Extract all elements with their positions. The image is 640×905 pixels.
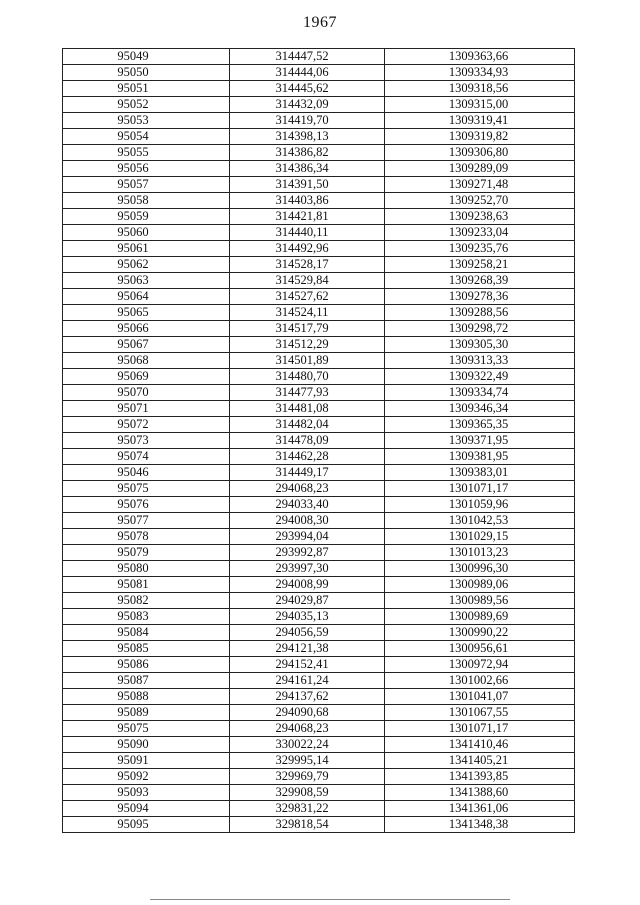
page-number: 1967: [303, 14, 337, 31]
y-coordinate-cell: 1301059,96: [385, 497, 575, 513]
y-coordinate-cell: 1309319,82: [385, 129, 575, 145]
y-coordinate-cell: 1300972,94: [385, 657, 575, 673]
table-row: [63, 145, 575, 161]
x-coordinate-cell: 314445,62: [230, 81, 385, 97]
y-coordinate-cell: 1309383,01: [385, 465, 575, 481]
point-number-cell: 95083: [63, 609, 230, 625]
point-number-cell: 95061: [63, 241, 230, 257]
coordinates-table: [62, 48, 575, 833]
point-number-cell: 95094: [63, 801, 230, 817]
point-number-cell: 95081: [63, 577, 230, 593]
y-coordinate-cell: 1300996,30: [385, 561, 575, 577]
y-coordinate-cell: 1301013,23: [385, 545, 575, 561]
y-coordinate-cell: 1309258,21: [385, 257, 575, 273]
y-coordinate-cell: 1309313,33: [385, 353, 575, 369]
y-coordinate-cell: 1309319,41: [385, 113, 575, 129]
x-coordinate-cell: 314386,34: [230, 161, 385, 177]
point-number-cell: 95076: [63, 497, 230, 513]
table-row: [63, 769, 575, 785]
table-row: [63, 577, 575, 593]
table-row: [63, 513, 575, 529]
point-number-cell: 95065: [63, 305, 230, 321]
table-row: [63, 721, 575, 737]
point-number-cell: 95077: [63, 513, 230, 529]
point-number-cell: 95053: [63, 113, 230, 129]
x-coordinate-cell: 329818,54: [230, 817, 385, 833]
point-number-cell: 95095: [63, 817, 230, 833]
table-row: [63, 353, 575, 369]
table-row: [63, 321, 575, 337]
point-number-cell: 95073: [63, 433, 230, 449]
point-number-cell: 95062: [63, 257, 230, 273]
x-coordinate-cell: 314444,06: [230, 65, 385, 81]
x-coordinate-cell: 293992,87: [230, 545, 385, 561]
x-coordinate-cell: 314482,04: [230, 417, 385, 433]
x-coordinate-cell: 314447,52: [230, 49, 385, 65]
point-number-cell: 95068: [63, 353, 230, 369]
table-row: [63, 369, 575, 385]
table-row: [63, 481, 575, 497]
point-number-cell: 95079: [63, 545, 230, 561]
table-row: [63, 657, 575, 673]
point-number-cell: 95067: [63, 337, 230, 353]
y-coordinate-cell: 1341410,46: [385, 737, 575, 753]
point-number-cell: 95054: [63, 129, 230, 145]
point-number-cell: 95055: [63, 145, 230, 161]
point-number-cell: 95046: [63, 465, 230, 481]
table-row: [63, 753, 575, 769]
x-coordinate-cell: 294121,38: [230, 641, 385, 657]
y-coordinate-cell: 1301029,15: [385, 529, 575, 545]
x-coordinate-cell: 314512,29: [230, 337, 385, 353]
y-coordinate-cell: 1309252,70: [385, 193, 575, 209]
y-coordinate-cell: 1301002,66: [385, 673, 575, 689]
y-coordinate-cell: 1309334,74: [385, 385, 575, 401]
y-coordinate-cell: 1309381,95: [385, 449, 575, 465]
y-coordinate-cell: 1309288,56: [385, 305, 575, 321]
point-number-cell: 95049: [63, 49, 230, 65]
y-coordinate-cell: 1301041,07: [385, 689, 575, 705]
table-row: [63, 545, 575, 561]
y-coordinate-cell: 1300989,56: [385, 593, 575, 609]
point-number-cell: 95050: [63, 65, 230, 81]
table-row: [63, 337, 575, 353]
point-number-cell: 95091: [63, 753, 230, 769]
y-coordinate-cell: 1309346,34: [385, 401, 575, 417]
x-coordinate-cell: 330022,24: [230, 737, 385, 753]
y-coordinate-cell: 1309268,39: [385, 273, 575, 289]
x-coordinate-cell: 314501,89: [230, 353, 385, 369]
y-coordinate-cell: 1309363,66: [385, 49, 575, 65]
y-coordinate-cell: 1341348,38: [385, 817, 575, 833]
y-coordinate-cell: 1300990,22: [385, 625, 575, 641]
y-coordinate-cell: 1301071,17: [385, 721, 575, 737]
x-coordinate-cell: 294161,24: [230, 673, 385, 689]
table-row: [63, 113, 575, 129]
point-number-cell: 95082: [63, 593, 230, 609]
y-coordinate-cell: 1309271,48: [385, 177, 575, 193]
y-coordinate-cell: 1300989,69: [385, 609, 575, 625]
x-coordinate-cell: 314478,09: [230, 433, 385, 449]
x-coordinate-cell: 329831,22: [230, 801, 385, 817]
x-coordinate-cell: 294033,40: [230, 497, 385, 513]
table-row: [63, 193, 575, 209]
y-coordinate-cell: 1341361,06: [385, 801, 575, 817]
x-coordinate-cell: 314517,79: [230, 321, 385, 337]
x-coordinate-cell: 314421,81: [230, 209, 385, 225]
x-coordinate-cell: 314480,70: [230, 369, 385, 385]
table-row: [63, 817, 575, 833]
x-coordinate-cell: 314419,70: [230, 113, 385, 129]
table-row: [63, 225, 575, 241]
x-coordinate-cell: 294008,30: [230, 513, 385, 529]
point-number-cell: 95057: [63, 177, 230, 193]
point-number-cell: 95059: [63, 209, 230, 225]
y-coordinate-cell: 1300956,61: [385, 641, 575, 657]
x-coordinate-cell: 314477,93: [230, 385, 385, 401]
point-number-cell: 95072: [63, 417, 230, 433]
table-row: [63, 49, 575, 65]
point-number-cell: 95074: [63, 449, 230, 465]
x-coordinate-cell: 314528,17: [230, 257, 385, 273]
table-row: [63, 433, 575, 449]
point-number-cell: 95088: [63, 689, 230, 705]
table-row: [63, 449, 575, 465]
y-coordinate-cell: 1300989,06: [385, 577, 575, 593]
point-number-cell: 95084: [63, 625, 230, 641]
table-row: [63, 689, 575, 705]
point-number-cell: 95086: [63, 657, 230, 673]
x-coordinate-cell: 294068,23: [230, 481, 385, 497]
y-coordinate-cell: 1309238,63: [385, 209, 575, 225]
point-number-cell: 95092: [63, 769, 230, 785]
x-coordinate-cell: 314386,82: [230, 145, 385, 161]
point-number-cell: 95078: [63, 529, 230, 545]
table-row: [63, 305, 575, 321]
table-row: [63, 641, 575, 657]
table-row: [63, 737, 575, 753]
x-coordinate-cell: 293997,30: [230, 561, 385, 577]
x-coordinate-cell: 314403,86: [230, 193, 385, 209]
point-number-cell: 95070: [63, 385, 230, 401]
x-coordinate-cell: 314449,17: [230, 465, 385, 481]
table-row: [63, 161, 575, 177]
x-coordinate-cell: 294056,59: [230, 625, 385, 641]
table-row: [63, 177, 575, 193]
x-coordinate-cell: 314529,84: [230, 273, 385, 289]
point-number-cell: 95058: [63, 193, 230, 209]
table-row: [63, 785, 575, 801]
y-coordinate-cell: 1309235,76: [385, 241, 575, 257]
y-coordinate-cell: 1309233,04: [385, 225, 575, 241]
x-coordinate-cell: 314492,96: [230, 241, 385, 257]
point-number-cell: 95075: [63, 721, 230, 737]
table-row: [63, 561, 575, 577]
table-row: [63, 209, 575, 225]
x-coordinate-cell: 329908,59: [230, 785, 385, 801]
table-row: [63, 401, 575, 417]
table-body: [63, 49, 575, 833]
table-row: [63, 257, 575, 273]
y-coordinate-cell: 1309318,56: [385, 81, 575, 97]
table-row: [63, 625, 575, 641]
table-row: [63, 673, 575, 689]
point-number-cell: 95089: [63, 705, 230, 721]
table-row: [63, 801, 575, 817]
table-row: [63, 65, 575, 81]
table-row: [63, 609, 575, 625]
table-row: [63, 417, 575, 433]
x-coordinate-cell: 294137,62: [230, 689, 385, 705]
y-coordinate-cell: 1301071,17: [385, 481, 575, 497]
table-row: [63, 129, 575, 145]
y-coordinate-cell: 1309289,09: [385, 161, 575, 177]
table-row: [63, 97, 575, 113]
table-row: [63, 529, 575, 545]
y-coordinate-cell: 1309334,93: [385, 65, 575, 81]
point-number-cell: 95093: [63, 785, 230, 801]
point-number-cell: 95075: [63, 481, 230, 497]
y-coordinate-cell: 1309322,49: [385, 369, 575, 385]
table-row: [63, 385, 575, 401]
y-coordinate-cell: 1309371,95: [385, 433, 575, 449]
x-coordinate-cell: 294029,87: [230, 593, 385, 609]
x-coordinate-cell: 294008,99: [230, 577, 385, 593]
table-row: [63, 465, 575, 481]
table-row: [63, 593, 575, 609]
x-coordinate-cell: 314398,13: [230, 129, 385, 145]
x-coordinate-cell: 314527,62: [230, 289, 385, 305]
x-coordinate-cell: 314481,08: [230, 401, 385, 417]
page-bottom-rule: [150, 899, 510, 900]
y-coordinate-cell: 1309306,80: [385, 145, 575, 161]
x-coordinate-cell: 314440,11: [230, 225, 385, 241]
point-number-cell: 95060: [63, 225, 230, 241]
y-coordinate-cell: 1341405,21: [385, 753, 575, 769]
point-number-cell: 95052: [63, 97, 230, 113]
table-row: [63, 289, 575, 305]
y-coordinate-cell: 1309278,36: [385, 289, 575, 305]
table-row: [63, 705, 575, 721]
x-coordinate-cell: 314462,28: [230, 449, 385, 465]
x-coordinate-cell: 294152,41: [230, 657, 385, 673]
table-row: [63, 241, 575, 257]
point-number-cell: 95064: [63, 289, 230, 305]
y-coordinate-cell: 1309305,30: [385, 337, 575, 353]
y-coordinate-cell: 1309365,35: [385, 417, 575, 433]
y-coordinate-cell: 1301067,55: [385, 705, 575, 721]
x-coordinate-cell: 314524,11: [230, 305, 385, 321]
table-row: [63, 497, 575, 513]
x-coordinate-cell: 294068,23: [230, 721, 385, 737]
point-number-cell: 95056: [63, 161, 230, 177]
point-number-cell: 95066: [63, 321, 230, 337]
y-coordinate-cell: 1301042,53: [385, 513, 575, 529]
table-row: [63, 81, 575, 97]
point-number-cell: 95087: [63, 673, 230, 689]
y-coordinate-cell: 1341388,60: [385, 785, 575, 801]
y-coordinate-cell: 1341393,85: [385, 769, 575, 785]
point-number-cell: 95069: [63, 369, 230, 385]
x-coordinate-cell: 314391,50: [230, 177, 385, 193]
point-number-cell: 95063: [63, 273, 230, 289]
point-number-cell: 95071: [63, 401, 230, 417]
x-coordinate-cell: 294090,68: [230, 705, 385, 721]
x-coordinate-cell: 329969,79: [230, 769, 385, 785]
y-coordinate-cell: 1309298,72: [385, 321, 575, 337]
point-number-cell: 95051: [63, 81, 230, 97]
point-number-cell: 95080: [63, 561, 230, 577]
x-coordinate-cell: 314432,09: [230, 97, 385, 113]
y-coordinate-cell: 1309315,00: [385, 97, 575, 113]
x-coordinate-cell: 329995,14: [230, 753, 385, 769]
point-number-cell: 95090: [63, 737, 230, 753]
point-number-cell: 95085: [63, 641, 230, 657]
x-coordinate-cell: 294035,13: [230, 609, 385, 625]
x-coordinate-cell: 293994,04: [230, 529, 385, 545]
table-row: [63, 273, 575, 289]
